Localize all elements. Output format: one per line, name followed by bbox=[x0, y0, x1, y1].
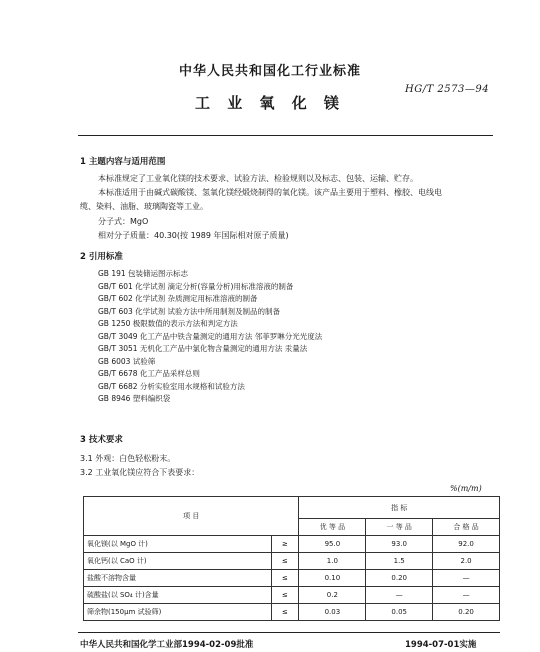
grade-qualified: 合 格 品 bbox=[433, 519, 500, 536]
row-label: 氧化镁(以 MgO 计) bbox=[84, 536, 272, 553]
reference-item: GB/T 603 化学试剂 试验方法中所用制剂及制品的制备 bbox=[98, 306, 281, 316]
reference-item: GB/T 6678 化工产品采样总则 bbox=[98, 369, 200, 378]
footer-rule bbox=[78, 632, 500, 633]
cell-value: — bbox=[433, 587, 500, 604]
relative-molecular-mass: 相对分子质量：40.30(按 1989 年国际相对原子质量) bbox=[98, 231, 289, 240]
row-operator: ≤ bbox=[271, 553, 299, 570]
reference-list bbox=[98, 268, 322, 406]
specification-table bbox=[83, 496, 500, 621]
grade-first: 一 等 品 bbox=[366, 519, 433, 536]
section-1-heading: 1 主题内容与适用范围 bbox=[80, 157, 166, 167]
application-paragraph-line1: 本标准适用于由碱式碳酸镁、氢氧化镁经煅烧制得的氧化镁。该产品主要用于塑料、橡胶、电线电 bbox=[98, 188, 442, 197]
row-operator: ≤ bbox=[271, 570, 299, 587]
reference-item: GB 6003 试验筛 bbox=[98, 356, 156, 366]
reference-item: GB 191 包装储运图示标志 bbox=[98, 269, 189, 278]
cell-value: — bbox=[433, 570, 500, 587]
row-operator: ≤ bbox=[271, 587, 299, 604]
reference-item: GB/T 6682 分析实验室用水规格和试验方法 bbox=[98, 381, 245, 391]
table-row bbox=[84, 570, 500, 587]
section-3-heading: 3 技术要求 bbox=[80, 435, 123, 445]
approval-notice: 中华人民共和国化学工业部1994-02-09批准 bbox=[80, 640, 254, 650]
clause-3-1-appearance: 3.1 外观：白色轻松粉末。 bbox=[80, 454, 176, 463]
row-operator: ≥ bbox=[271, 536, 299, 553]
reference-item: GB/T 601 化学试剂 滴定分析(容量分析)用标准溶液的制备 bbox=[98, 281, 294, 291]
cell-value: 95.0 bbox=[299, 536, 366, 553]
clause-3-2-requirement: 3.2 工业氧化镁应符合下表要求： bbox=[80, 468, 200, 477]
cell-value: 1.5 bbox=[366, 553, 433, 570]
reference-item: GB 8946 塑料编织袋 bbox=[98, 394, 171, 403]
cell-value: 0.10 bbox=[299, 570, 366, 587]
reference-item: GB/T 3049 化工产品中铁含量测定的通用方法 邻菲罗啉分光光度法 bbox=[98, 331, 323, 341]
issuing-authority-header: 中华人民共和国化工行业标准 bbox=[178, 64, 361, 79]
cell-value: 92.0 bbox=[433, 536, 500, 553]
row-label: 硫酸盐(以 SO₄ 计)含量 bbox=[84, 587, 272, 604]
grade-superior: 优 等 品 bbox=[299, 519, 366, 536]
molecular-formula: 分子式：MgO bbox=[98, 217, 149, 226]
column-header-index: 指 标 bbox=[299, 497, 500, 519]
cell-value: 0.20 bbox=[433, 604, 500, 621]
cell-value: 0.20 bbox=[366, 570, 433, 587]
table-row bbox=[84, 536, 500, 553]
cell-value: 93.0 bbox=[366, 536, 433, 553]
cell-value: — bbox=[366, 587, 433, 604]
standard-code: HG/T 2573—94 bbox=[405, 84, 490, 95]
cell-value: 0.2 bbox=[299, 587, 366, 604]
section-2-heading: 2 引用标准 bbox=[80, 252, 123, 262]
table-unit: %(m/m) bbox=[450, 484, 482, 493]
table-row bbox=[84, 587, 500, 604]
table-row bbox=[84, 553, 500, 570]
cell-value: 1.0 bbox=[299, 553, 366, 570]
reference-item: GB/T 3051 无机化工产品中氯化物含量测定的通用方法 汞量法 bbox=[98, 344, 308, 353]
cell-value: 2.0 bbox=[433, 553, 500, 570]
column-header-item: 项 目 bbox=[84, 497, 299, 536]
row-operator: ≤ bbox=[271, 604, 299, 621]
cell-value: 0.05 bbox=[366, 604, 433, 621]
reference-item: GB/T 602 化学试剂 杂质测定用标准溶液的制备 bbox=[98, 294, 258, 303]
table-row bbox=[84, 604, 500, 621]
implementation-date: 1994-07-01实施 bbox=[405, 640, 477, 650]
cell-value: 0.03 bbox=[299, 604, 366, 621]
header-rule bbox=[78, 135, 493, 136]
scope-paragraph: 本标准规定了工业氧化镁的技术要求、试验方法、检验规则以及标志、包装、运输、贮存。 bbox=[98, 174, 418, 183]
application-paragraph-line2: 缆、染料、油脂、玻璃陶瓷等工业。 bbox=[80, 202, 208, 211]
row-label: 盐酸不溶物含量 bbox=[84, 570, 272, 587]
reference-item: GB 1250 极限数值的表示方法和判定方法 bbox=[98, 319, 238, 328]
row-label: 筛余物(150μm 试验筛) bbox=[84, 604, 272, 621]
row-label: 氧化钙(以 CaO 计) bbox=[84, 553, 272, 570]
document-title: 工 业 氧 化 镁 bbox=[195, 94, 345, 112]
